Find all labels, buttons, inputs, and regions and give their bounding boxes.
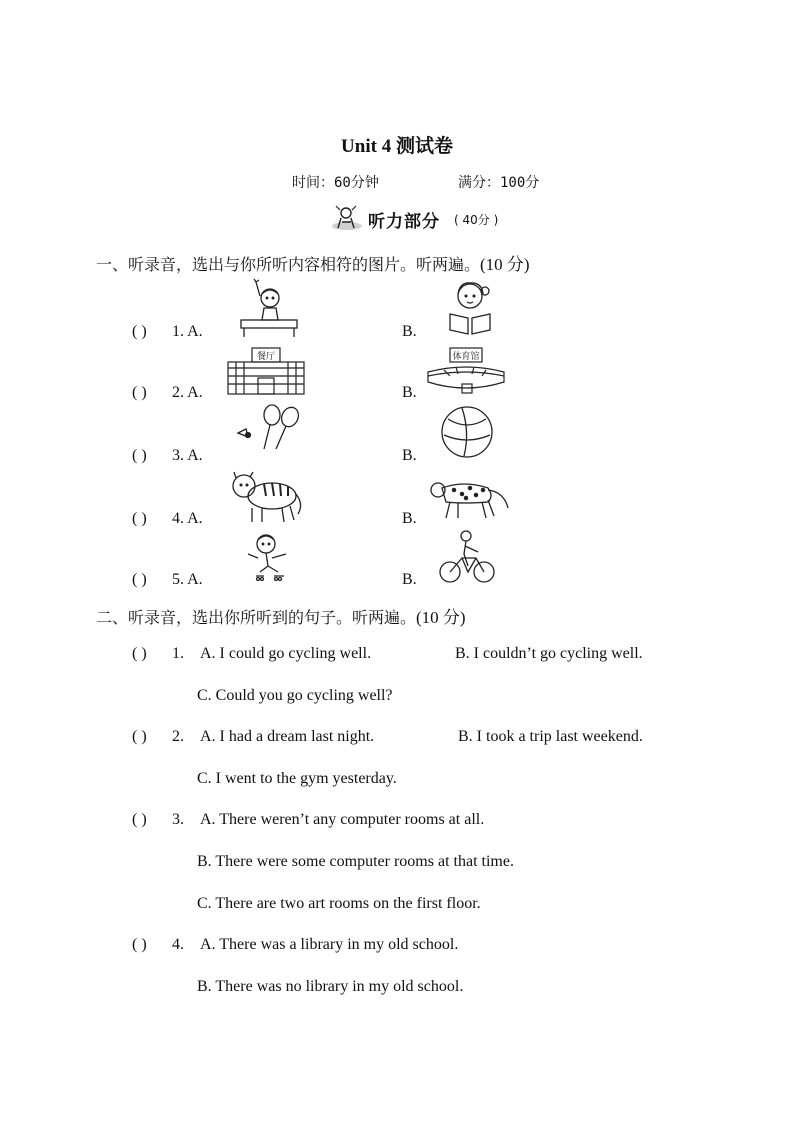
option-b-label: B. <box>402 447 417 464</box>
question-number: 2. A. <box>172 384 203 401</box>
leopard-icon <box>428 474 510 522</box>
part1-heading-text: 一、听录音，选出与你所听内容相符的图片。听两遍。 <box>96 255 481 274</box>
restaurant-building-icon <box>226 344 306 396</box>
question-number: 3. A. <box>172 447 203 464</box>
question-number: 5. A. <box>172 571 203 588</box>
option-b: B. There was no library in my old school. <box>197 978 464 995</box>
option-b-label: B. <box>402 510 417 527</box>
part1-heading <box>96 250 530 275</box>
question-number: 2. <box>172 728 184 745</box>
answer-blank[interactable]: ( ) <box>132 571 147 588</box>
page-title: Unit 4 测试卷 <box>341 136 453 157</box>
answer-blank[interactable]: ( ) <box>132 936 147 953</box>
option-a: A. I had a dream last night. <box>200 728 375 745</box>
answer-blank[interactable]: ( ) <box>132 510 147 527</box>
time-limit: 时间：60分钟 <box>292 175 379 191</box>
girl-reading-icon <box>442 278 498 336</box>
part2-heading-text: 二、听录音，选出你所听到的句子。听两遍。 <box>96 608 417 627</box>
restaurant-sign: 餐厅 <box>256 352 276 362</box>
option-b-label: B. <box>402 384 417 401</box>
answer-blank[interactable]: ( ) <box>132 811 147 828</box>
option-c: C. There are two art rooms on the first floor. <box>197 895 481 912</box>
option-c: C. I went to the gym yesterday. <box>197 770 397 787</box>
girl-skating-icon <box>246 532 294 586</box>
question-number: 1. <box>172 645 184 662</box>
answer-blank[interactable]: ( ) <box>132 384 147 401</box>
question-number: 1. A. <box>172 323 203 340</box>
option-a: A. There weren’t any computer rooms at all. <box>200 811 485 828</box>
badminton-icon <box>234 403 306 451</box>
answer-blank[interactable]: ( ) <box>132 323 147 340</box>
listening-section-points: ( 40分 ) <box>454 213 499 227</box>
ball-icon <box>440 405 494 459</box>
option-b-label: B. <box>402 323 417 340</box>
question-number: 4. A. <box>172 510 203 527</box>
gym-building-icon <box>424 346 508 398</box>
option-b: B. I took a trip last weekend. <box>458 728 643 745</box>
answer-blank[interactable]: ( ) <box>132 728 147 745</box>
option-b: B. There were some computer rooms at that time. <box>197 853 514 870</box>
option-b: B. I couldn’t go cycling well. <box>455 645 643 662</box>
part2-heading <box>96 603 466 628</box>
part2-score: (10 分) <box>416 608 466 627</box>
answer-blank[interactable]: ( ) <box>132 645 147 662</box>
tiger-icon <box>228 466 306 524</box>
answer-blank[interactable]: ( ) <box>132 447 147 464</box>
option-a: A. There was a library in my old school. <box>200 936 459 953</box>
gym-sign: 体育馆 <box>452 352 480 362</box>
full-score: 满分：100分 <box>458 175 540 191</box>
option-c: C. Could you go cycling well? <box>197 687 393 704</box>
cartoon-mascot-icon <box>330 204 364 232</box>
listening-section-label: 听力部分 <box>368 212 440 232</box>
question-number: 4. <box>172 936 184 953</box>
question-number: 3. <box>172 811 184 828</box>
option-b-label: B. <box>402 571 417 588</box>
part1-score: (10 分) <box>480 255 530 274</box>
boy-raising-hand-icon <box>238 278 300 338</box>
listening-section-banner <box>330 204 530 232</box>
person-cycling-icon <box>438 530 496 586</box>
option-a: A. I could go cycling well. <box>200 645 372 662</box>
